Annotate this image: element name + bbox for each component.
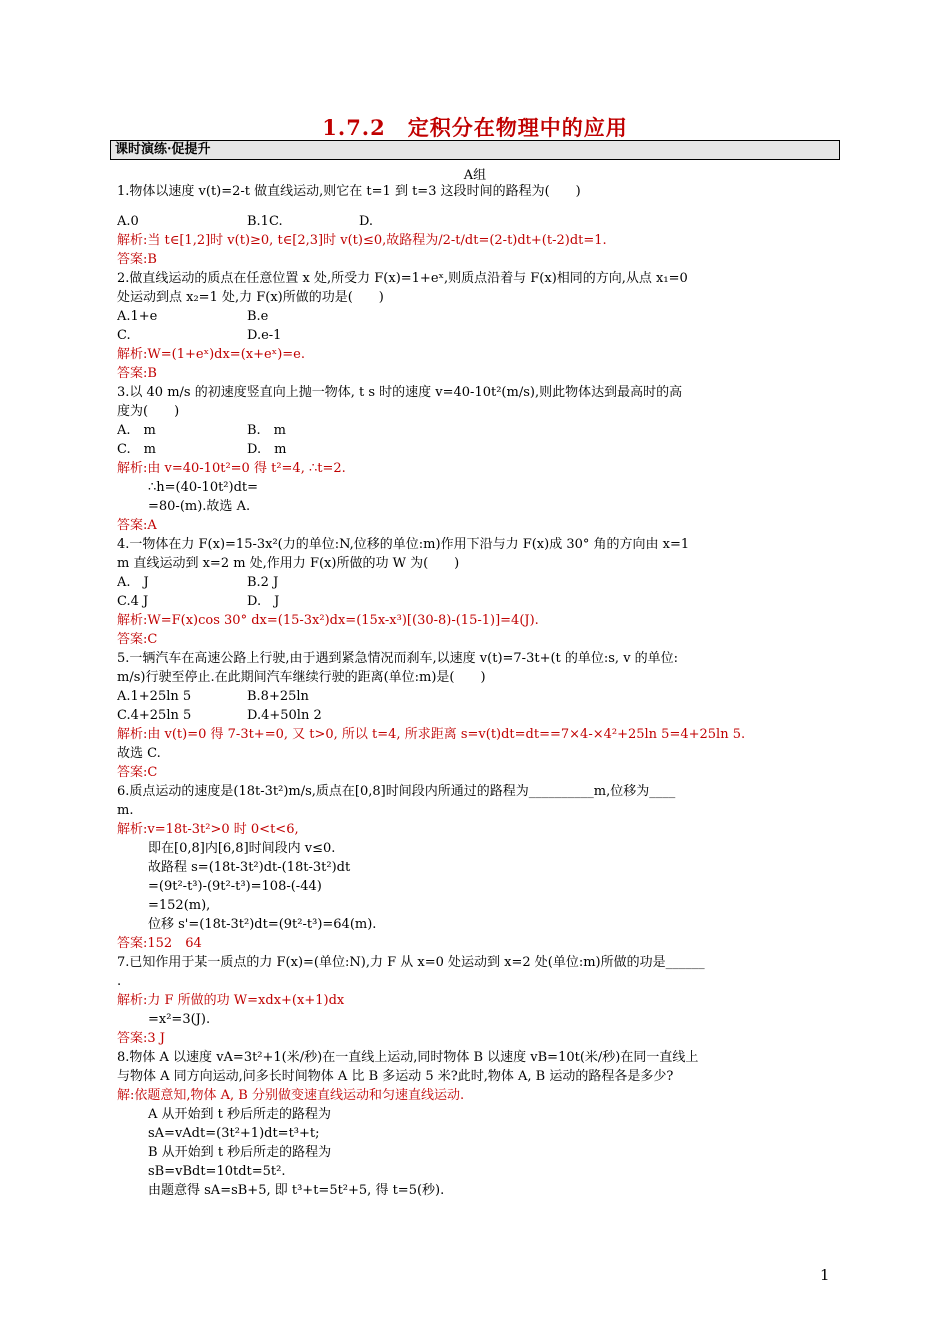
question-6-cont: m. — [117, 803, 134, 818]
analysis: 解析:由 v(t)=0 得 7-3t+=0, 又 t>0, 所以 t=4, 所求距离 s=v(t)dt=dt==7×4-×4²+25ln 5=4+25ln 5. — [117, 727, 746, 742]
options-row: A.1+25ln 5 B.8+25ln — [117, 689, 309, 704]
analysis: 解析:v=18t-3t²>0 时 0<t<6, — [117, 822, 299, 837]
question-5: 5.一辆汽车在高速公路上行驶,由于遇到紧急情况而刹车,以速度 v(t)=7-3t+(t 的单位:s, v 的单位: — [117, 651, 679, 666]
page-number: 1 — [820, 1266, 830, 1284]
analysis-step: 位移 s'=(18t-3t²)dt=(9t²-t³)=64(m). — [148, 917, 377, 932]
question-7: 7.已知作用于某一质点的力 F(x)=(单位:N),力 F 从 x=0 处运动到 x=2 处(单位:m)所做的功是______ — [117, 955, 705, 970]
analysis: 解析:W=F(x)cos 30° dx=(15-3x²)dx=(15x-x³)[(30-8)-(15-1)]=4(J). — [117, 613, 539, 628]
solution-step: sB=vBdt=10tdt=5t². — [148, 1164, 286, 1179]
analysis: 解析:W=(1+eˣ)dx=(x+eˣ)=e. — [117, 347, 305, 362]
analysis: 解析:由 v=40-10t²=0 得 t²=4, ∴t=2. — [117, 461, 346, 476]
solution-step: A 从开始到 t 秒后所走的路程为 — [148, 1107, 332, 1122]
solution-step: B 从开始到 t 秒后所走的路程为 — [148, 1145, 332, 1160]
question-6: 6.质点运动的速度是(18t-3t²)m/s,质点在[0,8]时间段内所通过的路程为__________m,位移为____ — [117, 784, 676, 799]
answer: 答案:B — [117, 252, 157, 267]
options-row: A. J B.2 J — [117, 575, 279, 590]
analysis-step: =152(m), — [148, 898, 211, 913]
analysis-step: 即在[0,8]内[6,8]时间段内 v≤0. — [148, 841, 336, 856]
question-4: 4.一物体在力 F(x)=15-3x²(力的单位:N,位移的单位:m)作用下沿与力 F(x)成 30° 角的方向由 x=1 — [117, 537, 690, 552]
question-3: 3.以 40 m/s 的初速度竖直向上抛一物体, t s 时的速度 v=40-10t²(m/s),则此物体达到最高时的高 — [117, 385, 683, 400]
answer: 答案:3 J — [117, 1031, 165, 1046]
question-8-cont: 与物体 A 同方向运动,问多长时间物体 A 比 B 多运动 5 米?此时,物体 A, B 运动的路程各是多少? — [117, 1069, 674, 1084]
answer: 答案:152 64 — [117, 936, 202, 951]
analysis: 解析:当 t∈[1,2]时 v(t)≥0, t∈[2,3]时 v(t)≤0,故路程为/2-t/dt=(2-t)dt+(t-2)dt=1. — [117, 233, 607, 248]
question-3-cont: 度为( ) — [117, 404, 180, 419]
question-5-cont: m/s)行驶至停止.在此期间汽车继续行驶的距离(单位:m)是( ) — [117, 670, 486, 685]
analysis-step: ∴h=(40-10t²)dt= — [148, 480, 259, 495]
spacer — [117, 201, 837, 212]
answer: 答案:A — [117, 518, 157, 533]
solution: 解:依题意知,物体 A, B 分别做变速直线运动和匀速直线运动. — [117, 1088, 465, 1103]
solution-step: sA=vAdt=(3t²+1)dt=t³+t; — [148, 1126, 320, 1141]
question-2-cont: 处运动到点 x₂=1 处,力 F(x)所做的功是( ) — [117, 290, 384, 305]
document-body — [117, 182, 837, 1200]
group-heading: A组 — [463, 168, 487, 183]
analysis-cont: 故选 C. — [117, 746, 161, 761]
options-row: C. m D. m — [117, 442, 287, 457]
options-row: C. D.e-1 — [117, 328, 282, 343]
section-banner: 课时演练·促提升 — [110, 140, 840, 160]
answer: 答案:C — [117, 632, 158, 647]
question-7-cont: . — [117, 974, 122, 989]
question-2: 2.做直线运动的质点在任意位置 x 处,所受力 F(x)=1+eˣ,则质点沿着与 F(x)相同的方向,从点 x₁=0 — [117, 271, 688, 286]
options-row: C.4+25ln 5 D.4+50ln 2 — [117, 708, 322, 723]
answer: 答案:B — [117, 366, 157, 381]
options-row: A.1+e B.e — [117, 309, 269, 324]
analysis: 解析:力 F 所做的功 W=xdx+(x+1)dx — [117, 993, 345, 1008]
question-4-cont: m 直线运动到 x=2 m 处,作用力 F(x)所做的功 W 为( ) — [117, 556, 460, 571]
solution-step: 由题意得 sA=sB+5, 即 t³+t=5t²+5, 得 t=5(秒). — [148, 1183, 445, 1198]
analysis-step: =(9t²-t³)-(9t²-t³)=108-(-44) — [148, 879, 322, 894]
analysis-step: =x²=3(J). — [148, 1012, 211, 1027]
analysis-step: =80-(m).故选 A. — [148, 499, 251, 514]
options-row: C.4 J D. J — [117, 594, 280, 609]
answer: 答案:C — [117, 765, 158, 780]
page-title: 1.7.2 定积分在物理中的应用 — [322, 115, 628, 140]
question-1: 1.物体以速度 v(t)=2-t 做直线运动,则它在 t=1 到 t=3 这段时间的路程为( ) — [117, 184, 581, 199]
options-row: A.0 B.1 C. D. — [117, 214, 374, 229]
analysis-step: 故路程 s=(18t-3t²)dt-(18t-3t²)dt — [148, 860, 351, 875]
question-8: 8.物体 A 以速度 vA=3t²+1(米/秒)在一直线上运动,同时物体 B 以速度 vB=10t(米/秒)在同一直线上 — [117, 1050, 699, 1065]
options-row: A. m B. m — [117, 423, 287, 438]
